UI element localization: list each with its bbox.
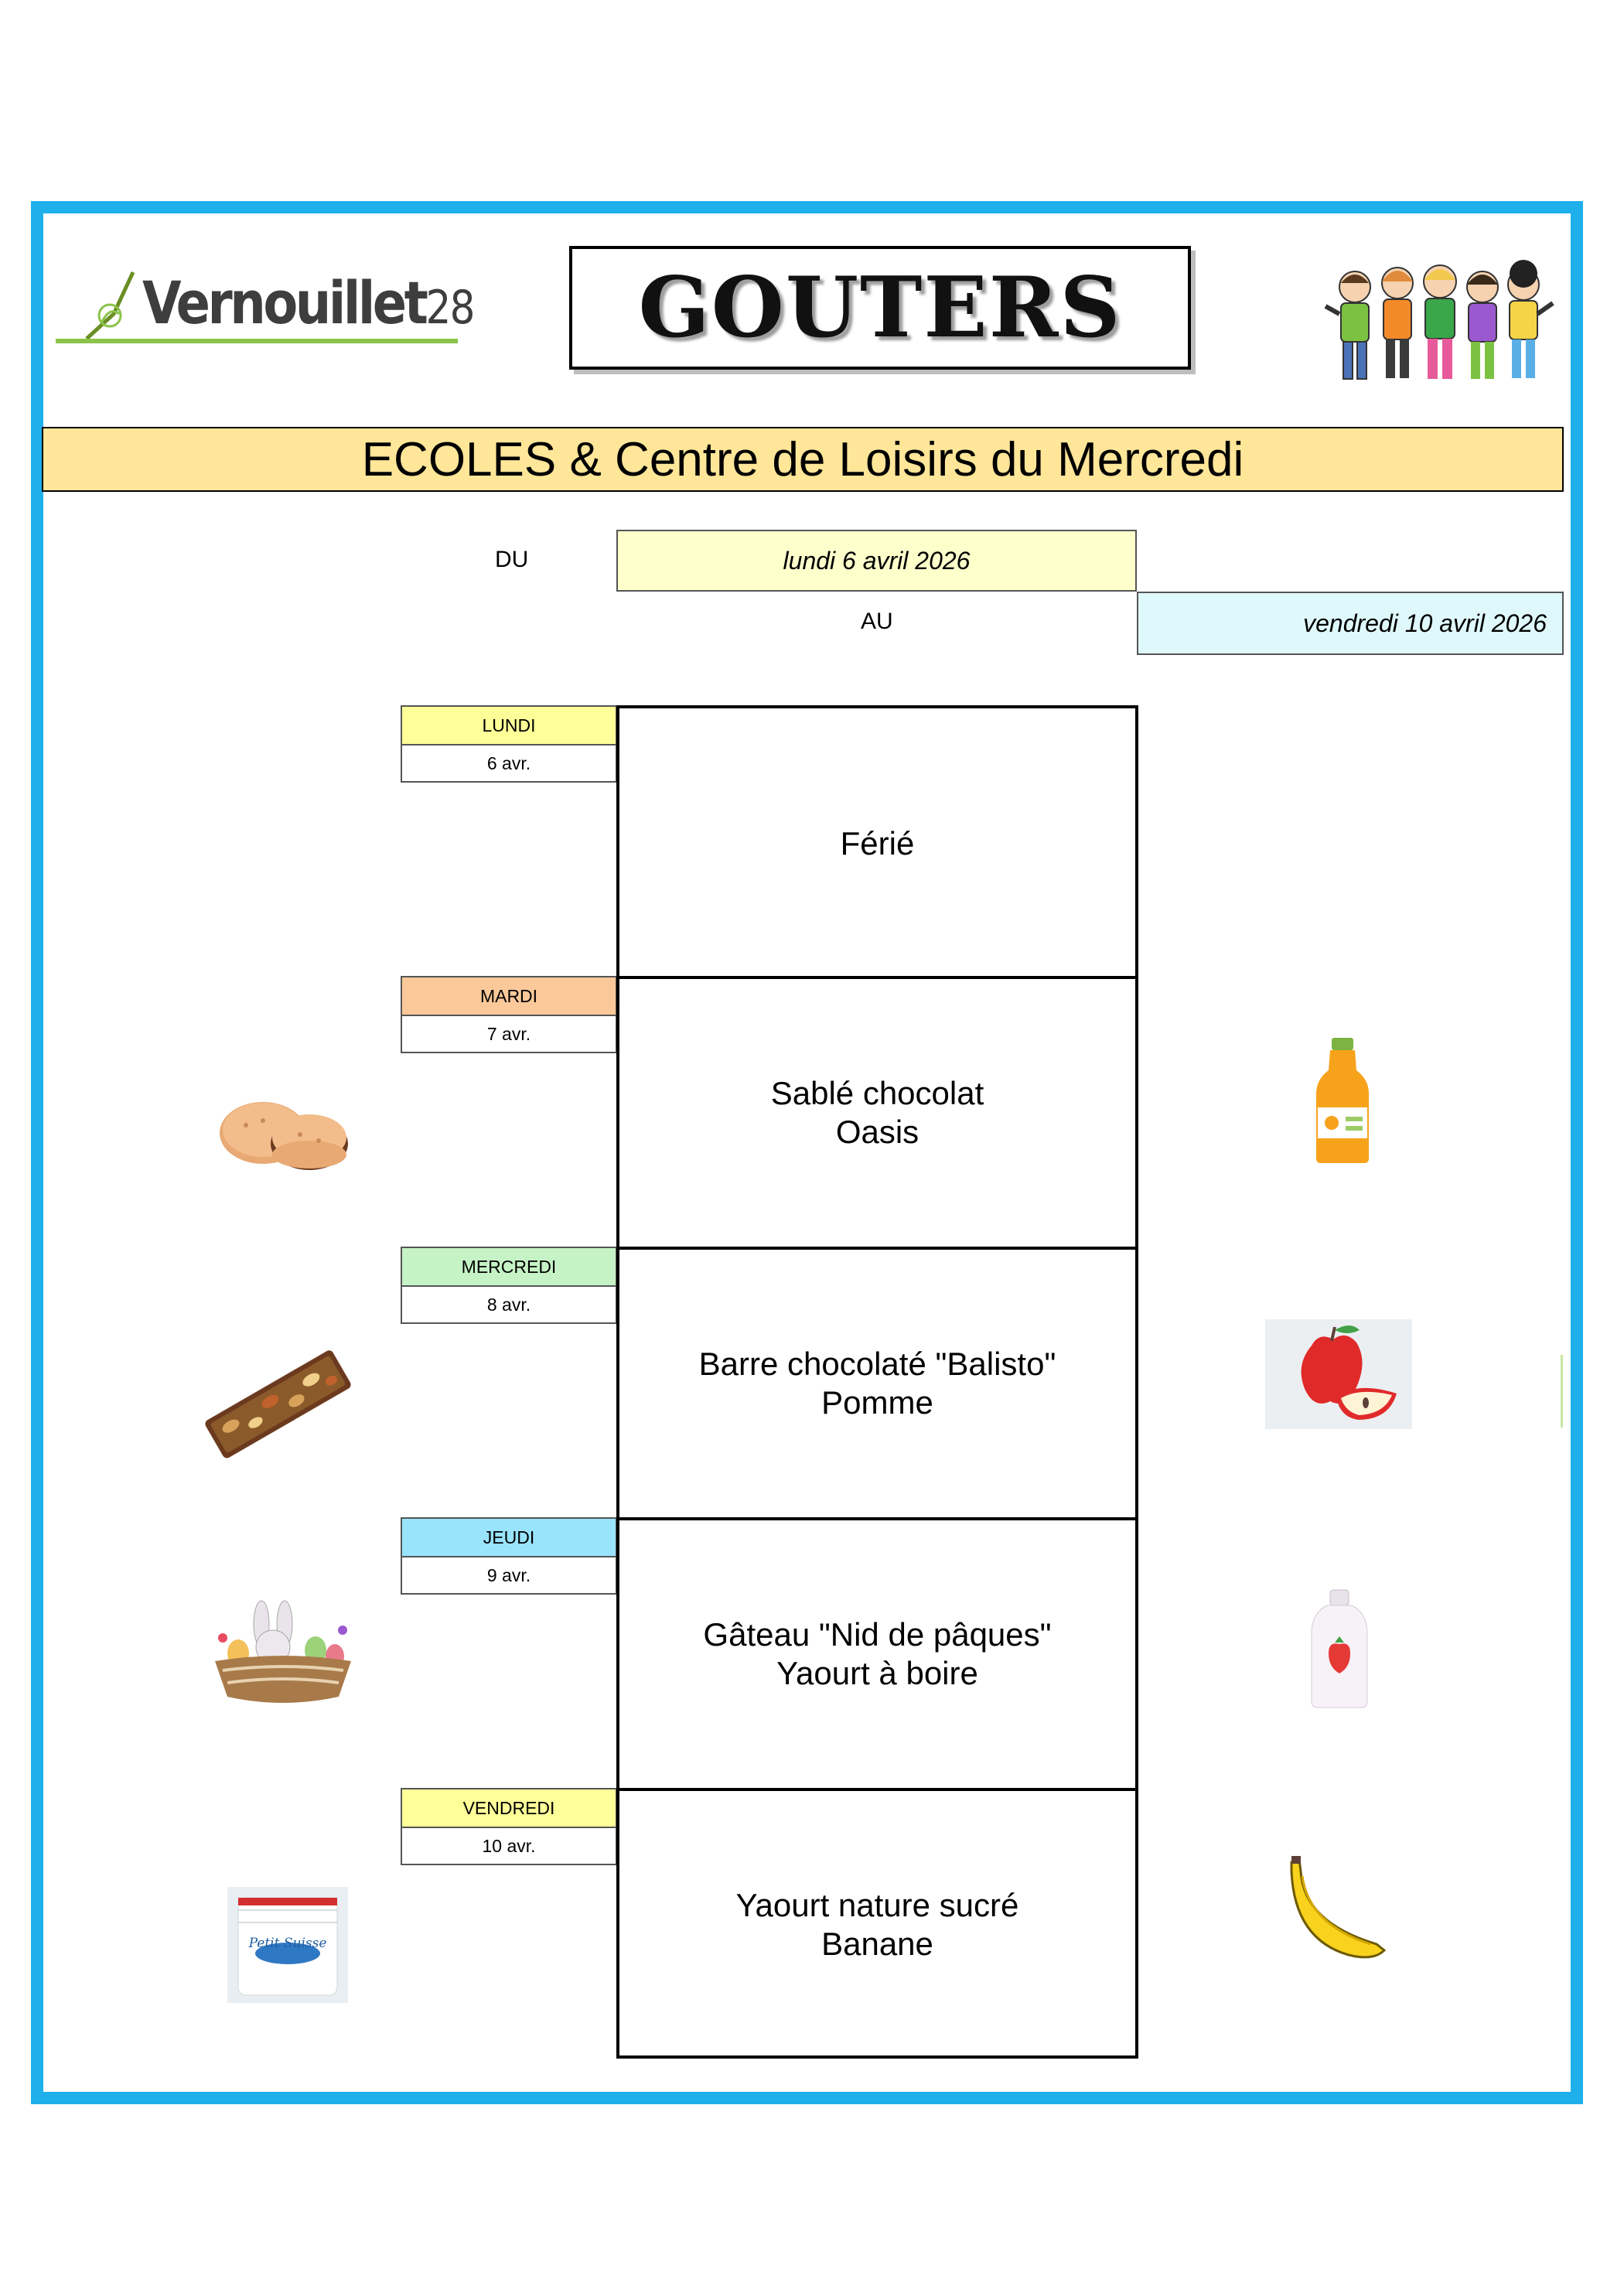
day-date-thursday: 9 avr. (401, 1557, 617, 1595)
day-date-monday: 6 avr. (401, 745, 617, 783)
decorative-line (1561, 1355, 1563, 1428)
menu-line: Barre chocolaté "Balisto" (698, 1346, 1056, 1382)
menu-line: Yaourt nature sucré (735, 1887, 1019, 1923)
petit-suisse-label: Petit Suisse (248, 1936, 327, 1951)
day-name-wednesday: MERCREDI (401, 1247, 617, 1287)
logo-text: Vernouillet28 (142, 268, 474, 337)
banana-icon (1268, 1853, 1400, 1969)
menu-line: Yaourt à boire (776, 1655, 978, 1691)
menu-line: Gâteau "Nid de pâques" (703, 1616, 1052, 1653)
to-label: AU (861, 609, 893, 634)
day-date-friday: 10 avr. (401, 1828, 617, 1865)
drinking-yogurt-icon (1307, 1587, 1372, 1711)
from-label: DU (495, 547, 529, 572)
sandwich-cookie-icon (215, 1087, 351, 1179)
title-box (569, 246, 1191, 370)
title-banner: ECOLES & Centre de Loisirs du Mercredi (42, 427, 1564, 492)
day-name-tuesday: MARDI (401, 976, 617, 1016)
menu-line: Sablé chocolat (770, 1075, 984, 1111)
menu-table (616, 705, 1138, 2059)
apple-icon (1265, 1319, 1412, 1429)
vernouillet-logo (56, 264, 473, 357)
juice-bottle-icon (1312, 1036, 1373, 1165)
menu-cell-friday (619, 1788, 1135, 2059)
menu-cell-tuesday (619, 976, 1135, 1247)
children-group-icon (1324, 252, 1556, 391)
logo-underline (56, 339, 458, 343)
menu-cell-wednesday (619, 1247, 1135, 1517)
chocolate-bar-icon (198, 1346, 357, 1462)
menu-line: Oasis (835, 1114, 919, 1150)
from-date: lundi 6 avril 2026 (616, 530, 1137, 592)
menu-line: Banane (821, 1926, 933, 1962)
to-date: vendredi 10 avril 2026 (1137, 592, 1564, 655)
menu-line: Férié (840, 825, 915, 861)
menu-line: Pomme (821, 1384, 933, 1421)
menu-cell-thursday (619, 1517, 1135, 1788)
easter-nest-icon (207, 1576, 359, 1708)
petit-suisse-icon (227, 1887, 348, 2003)
day-name-friday: VENDREDI (401, 1788, 617, 1828)
menu-cell-monday (619, 708, 1135, 979)
day-date-tuesday: 7 avr. (401, 1016, 617, 1053)
day-name-monday: LUNDI (401, 705, 617, 745)
day-date-wednesday: 8 avr. (401, 1287, 617, 1324)
page-title: GOUTERS (638, 259, 1122, 357)
day-name-thursday: JEUDI (401, 1517, 617, 1557)
